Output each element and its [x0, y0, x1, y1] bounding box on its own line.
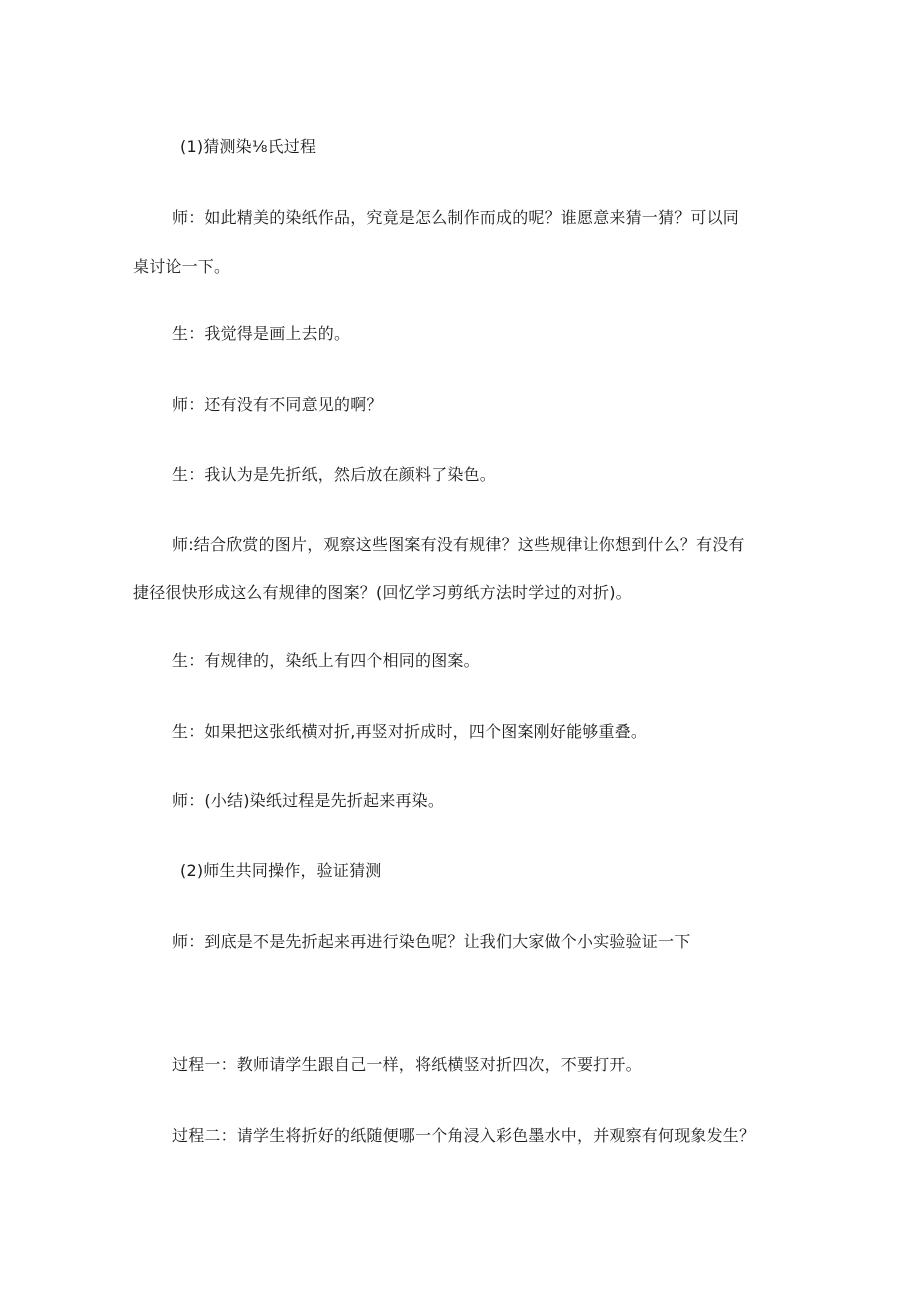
paragraph-line: 捷径很快形成这么有规律的图案？(回忆学习剪纸方法时学过的对折)。 [133, 583, 632, 602]
paragraph-line: 生：我觉得是画上去的。 [172, 324, 351, 343]
paragraph-line: 过程二：请学生将折好的纸随便哪一个角浸入彩色墨水中，并观察有何现象发生？ [172, 1126, 756, 1145]
paragraph-line: 生：我认为是先折纸，然后放在颜料了染色。 [172, 465, 497, 484]
paragraph-line: 师:结合欣赏的图片，观察这些图案有没有规律？这些规律让你想到什么？有没有 [172, 535, 745, 554]
paragraph-line: 师：到底是不是先折起来再进行染色呢？让我们大家做个小实验验证一下 [172, 932, 691, 951]
paragraph-line: 师：(小结)染纸过程是先折起来再染。 [172, 791, 445, 810]
paragraph-line: 生：有规律的，染纸上有四个相同的图案。 [172, 651, 480, 670]
paragraph-line: 师：如此精美的染纸作品，究竟是怎么制作而成的呢？谁愿意来猜一猜？可以同 [172, 208, 740, 227]
paragraph-line: 桌讨论一下。 [133, 257, 231, 276]
paragraph-line: 师：还有没有不同意见的啊？ [172, 395, 383, 414]
paragraph-line: 生：如果把这张纸横对折,再竖对折成时，四个图案刚好能够重叠。 [172, 722, 648, 741]
paragraph-line: 过程一：教师请学生跟自己一样，将纸横竖对折四次，不要打开。 [172, 1055, 642, 1074]
section-heading-2: (2)师生共同操作，验证猜测 [180, 861, 382, 880]
section-heading-1: (1)猜测染⅛氏过程 [180, 137, 317, 156]
